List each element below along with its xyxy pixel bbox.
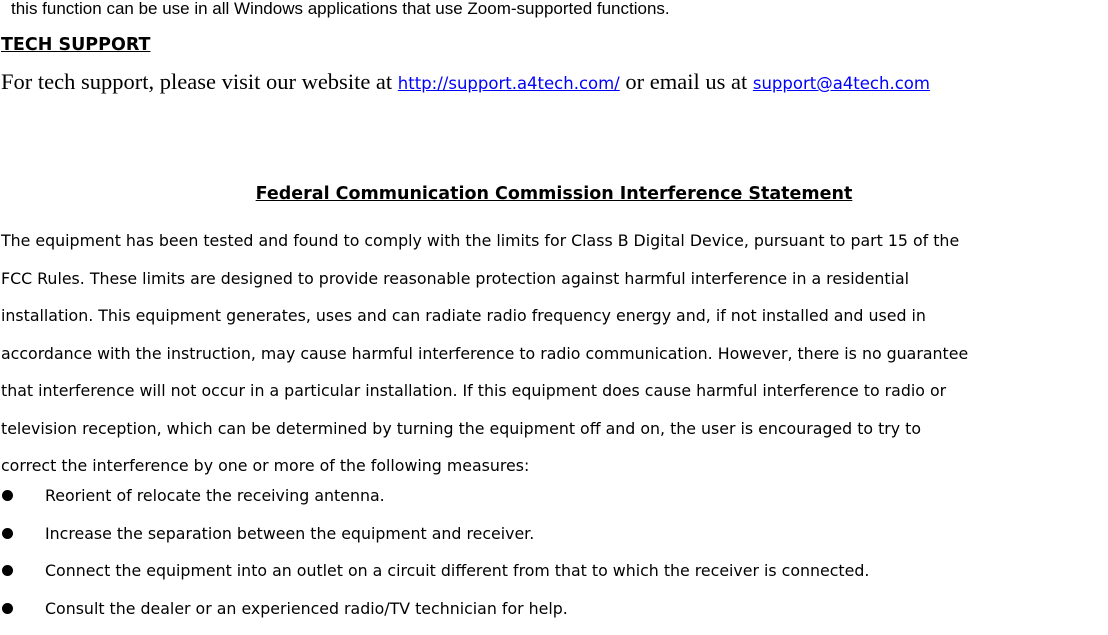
fcc-paragraph-line: that interference will not occur in a particular installation. If this equipment does cause harmful interference to radio or <box>1 381 947 400</box>
bullet-icon <box>2 603 13 614</box>
intro-text: this function can be use in all Windows applications that use Zoom-supported functions. <box>11 0 670 18</box>
fcc-statement-title: Federal Communication Commission Interference Statement <box>255 184 853 204</box>
fcc-paragraph-line: correct the interference by one or more of the following measures: <box>1 456 530 475</box>
support-website-link[interactable]: http://support.a4tech.com/ <box>397 74 620 93</box>
fcc-paragraph-line: The equipment has been tested and found to comply with the limits for Class B Digital Device, pursuant to part 15 of the <box>1 231 960 250</box>
tech-support-heading: TECH SUPPORT <box>1 35 151 55</box>
support-lead-text: For tech support, please visit our website at <box>1 69 398 94</box>
measure-text: Reorient of relocate the receiving antenna. <box>45 486 385 505</box>
fcc-paragraph-line: television reception, which can be determined by turning the equipment off and on, the user is encouraged to try to <box>1 418 921 438</box>
tech-support-paragraph <box>1 69 930 97</box>
measure-text: Connect the equipment into an outlet on a circuit different from that to which the receiver is connected. <box>45 561 870 580</box>
bullet-icon <box>2 565 13 576</box>
fcc-statement-paragraph <box>1 222 968 485</box>
bullet-icon <box>2 490 13 501</box>
support-email-link[interactable]: support@a4tech.com <box>752 74 930 93</box>
support-middle-text: or email us at <box>619 69 753 94</box>
fcc-paragraph-line: FCC Rules. These limits are designed to provide reasonable protection against harmful interference in a residential <box>1 268 910 288</box>
fcc-paragraph-line: accordance with the instruction, may cause harmful interference to radio communication. However, there is no guarantee <box>1 343 969 363</box>
fcc-paragraph-line: installation. This equipment generates, uses and can radiate radio frequency energy and, if not installed and used in <box>1 306 926 325</box>
measure-text: Increase the separation between the equipment and receiver. <box>45 523 535 543</box>
measure-text: Consult the dealer or an experienced radio/TV technician for help. <box>45 598 568 618</box>
bullet-icon <box>2 528 13 539</box>
